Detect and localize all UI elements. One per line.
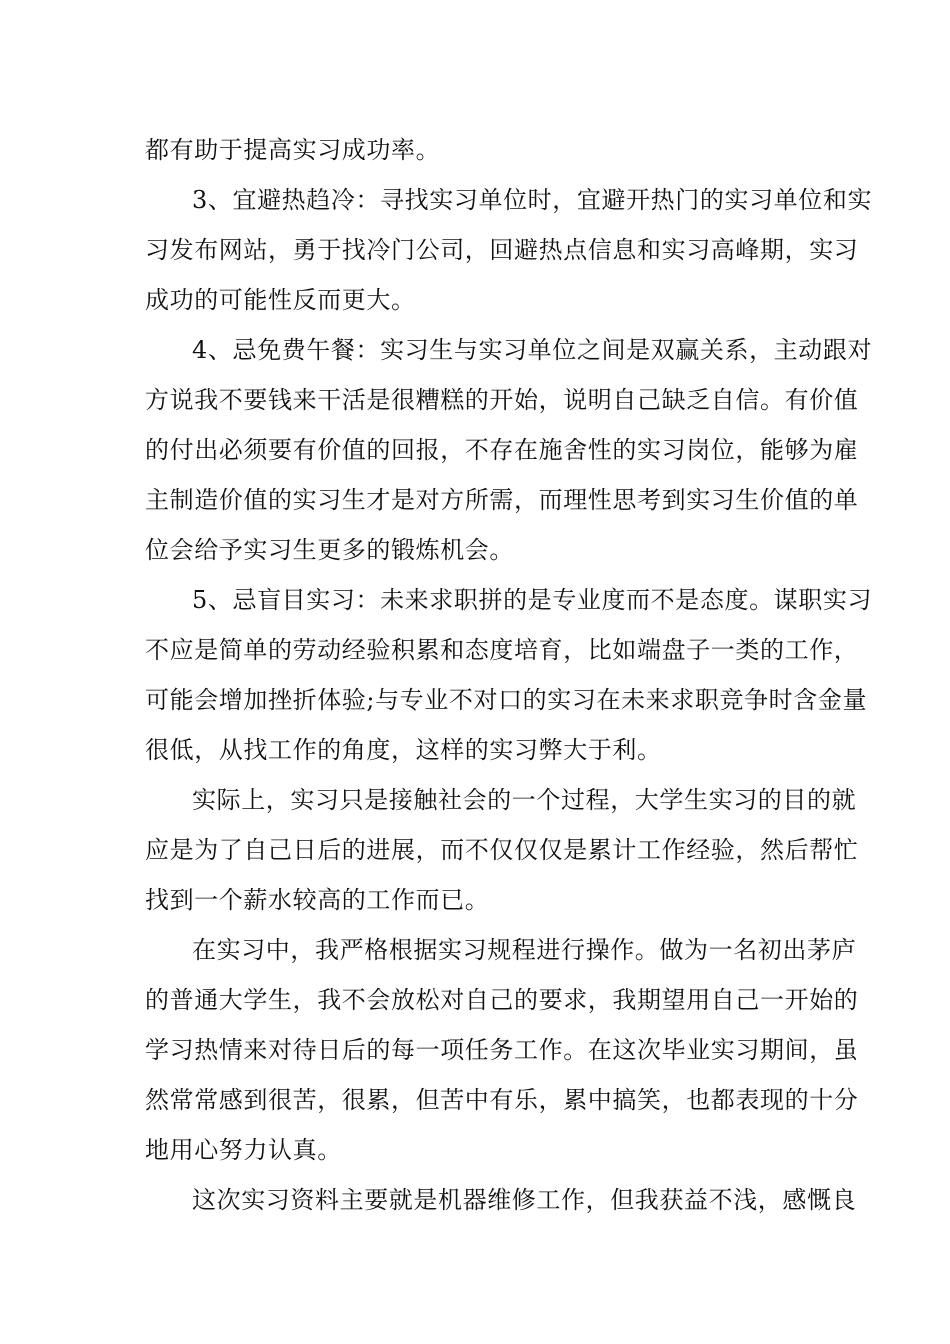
text-line: 然常常感到很苦，很累，但苦中有乐，累中搞笑，也都表现的十分: [145, 1086, 859, 1114]
text-line: 很低，从找工作的角度，这样的实习弊大于利。: [145, 736, 662, 764]
text-line: 找到一个薪水较高的工作而已。: [145, 886, 490, 914]
text-line: 的普通大学生，我不会放松对自己的要求，我期望用自己一开始的: [145, 986, 859, 1014]
text-line: 学习热情来对待日后的每一项任务工作。在这次毕业实习期间，虽: [145, 1036, 859, 1064]
text-line: 不应是简单的劳动经验积累和态度培育，比如端盘子一类的工作，: [145, 636, 859, 664]
text-line: 这次实习资料主要就是机器维修工作，但我获益不浅，感慨良: [192, 1186, 857, 1214]
text-line: 都有助于提高实习成功率。: [145, 136, 441, 164]
text-line: 3、宜避热趋冷：寻找实习单位时，宜避开热门的实习单位和实: [192, 186, 873, 214]
text-line: 习发布网站，勇于找冷门公司，回避热点信息和实习高峰期，实习: [145, 236, 859, 264]
text-line: 5、忌盲目实习：未来求职拼的是专业度而不是态度。谋职实习: [192, 586, 873, 614]
text-line: 应是为了自己日后的进展，而不仅仅仅是累计工作经验，然后帮忙: [145, 836, 859, 864]
text-line: 地用心努力认真。: [145, 1136, 342, 1164]
text-line: 主制造价值的实习生才是对方所需，而理性思考到实习生价值的单: [145, 486, 859, 514]
text-line: 成功的可能性反而更大。: [145, 286, 416, 314]
text-line: 可能会增加挫折体验;与专业不对口的实习在未来求职竞争时含金量: [145, 686, 868, 714]
text-line: 4、忌免费午餐：实习生与实习单位之间是双赢关系，主动跟对: [192, 336, 873, 364]
text-line: 在实习中，我严格根据实习规程进行操作。做为一名初出茅庐: [192, 936, 857, 964]
text-line: 位会给予实习生更多的锻炼机会。: [145, 536, 514, 564]
text-line: 的付出必须要有价值的回报，不存在施舍性的实习岗位，能够为雇: [145, 436, 859, 464]
text-line: 方说我不要钱来干活是很糟糕的开始，说明自己缺乏自信。有价值: [145, 386, 859, 414]
text-line: 实际上，实习只是接触社会的一个过程，大学生实习的目的就: [192, 786, 857, 814]
